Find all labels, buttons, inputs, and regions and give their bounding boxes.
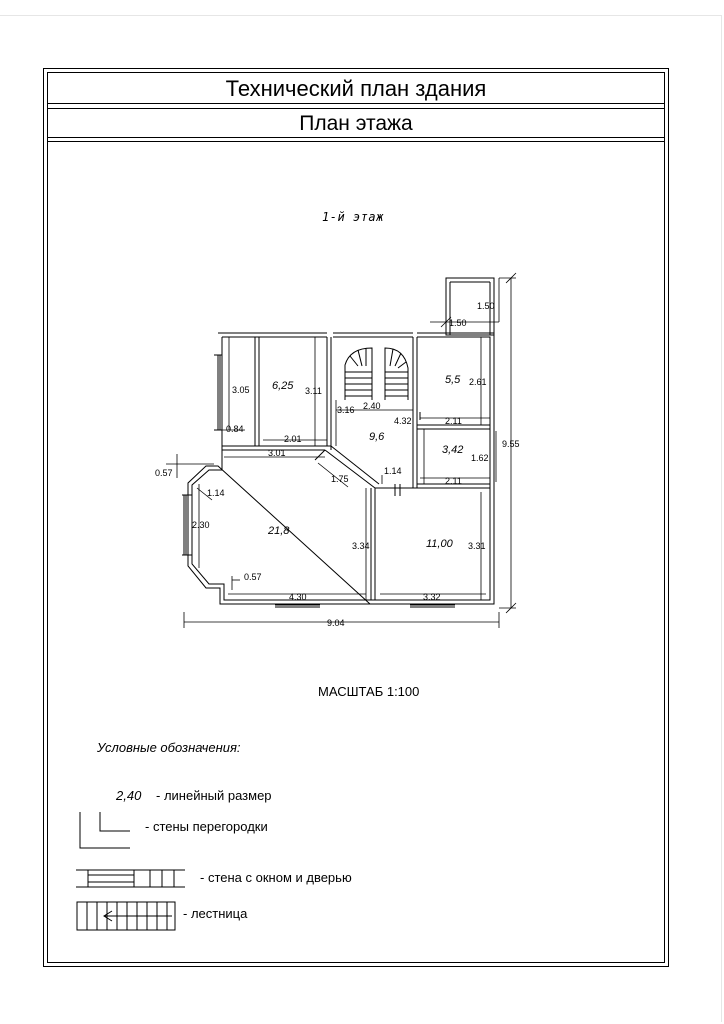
window-bottom-living xyxy=(275,605,320,607)
legend-walls-symbol xyxy=(80,812,130,848)
dim-label: 3.16 xyxy=(337,405,355,415)
dim-label: 1.14 xyxy=(207,488,225,498)
dim-label: 9.04 xyxy=(327,618,345,628)
scale-label: МАСШТАБ 1:100 xyxy=(318,684,420,699)
dim-label: 2.61 xyxy=(469,377,487,387)
dim-label: 3.32 xyxy=(423,592,441,602)
room-area-5: 21,8 xyxy=(268,525,290,537)
page-title: Технический план здания xyxy=(47,72,665,104)
room-area-4: 3,42 xyxy=(442,444,464,456)
room-area-2: 9,6 xyxy=(369,431,385,443)
dim-label: 2.11 xyxy=(445,416,462,426)
window-bottom-room xyxy=(410,605,455,607)
legend-walls-label: - стены перегородки xyxy=(145,819,268,834)
legend-wall-window-door-label: - стена с окном и дверью xyxy=(200,870,352,885)
dim-label: 0.84 xyxy=(226,424,244,434)
dim-label: 1.50 xyxy=(449,318,467,328)
room-area-6: 11,00 xyxy=(426,538,453,550)
window-bay xyxy=(182,495,192,555)
staircase xyxy=(345,348,408,400)
dim-label: 2.30 xyxy=(192,520,210,530)
dim-label: 2.01 xyxy=(284,434,302,444)
window-left-corridor xyxy=(214,355,222,430)
legend-dimension-label: - линейный размер xyxy=(156,788,272,803)
dim-label: 1.75 xyxy=(331,474,349,484)
legend-sample-value: 2,40 xyxy=(116,788,142,803)
dim-label: 1.62 xyxy=(471,453,489,463)
dim-label: 4.32 xyxy=(394,416,412,426)
dim-label: 3.11 xyxy=(305,386,322,396)
dim-label: 1.50 xyxy=(477,301,495,311)
floor-label: 1-й этаж xyxy=(322,210,384,224)
legend-stairs-label: - лестница xyxy=(183,906,248,921)
dim-label: 2.40 xyxy=(363,401,381,411)
dim-label: 1.14 xyxy=(384,466,402,476)
page-subtitle: План этажа xyxy=(47,108,665,138)
legend-wall-window-door-symbol xyxy=(76,870,185,887)
dim-label: 3.31 xyxy=(468,541,486,551)
dim-label: 9.55 xyxy=(502,439,520,449)
legend-title: Условные обозначения: xyxy=(97,740,241,755)
dim-label: 4.30 xyxy=(289,592,307,602)
room-area-3: 5,5 xyxy=(445,374,461,386)
room-area-1: 6,25 xyxy=(272,380,294,392)
dim-label: 2.11 xyxy=(445,476,462,486)
dim-label: 0.57 xyxy=(244,572,262,582)
dim-label: 0.57 xyxy=(155,468,173,478)
dim-label: 3.05 xyxy=(232,385,250,395)
dim-label: 3.01 xyxy=(268,448,286,458)
legend-stairs-symbol xyxy=(77,902,175,930)
dim-label: 3.34 xyxy=(352,541,370,551)
